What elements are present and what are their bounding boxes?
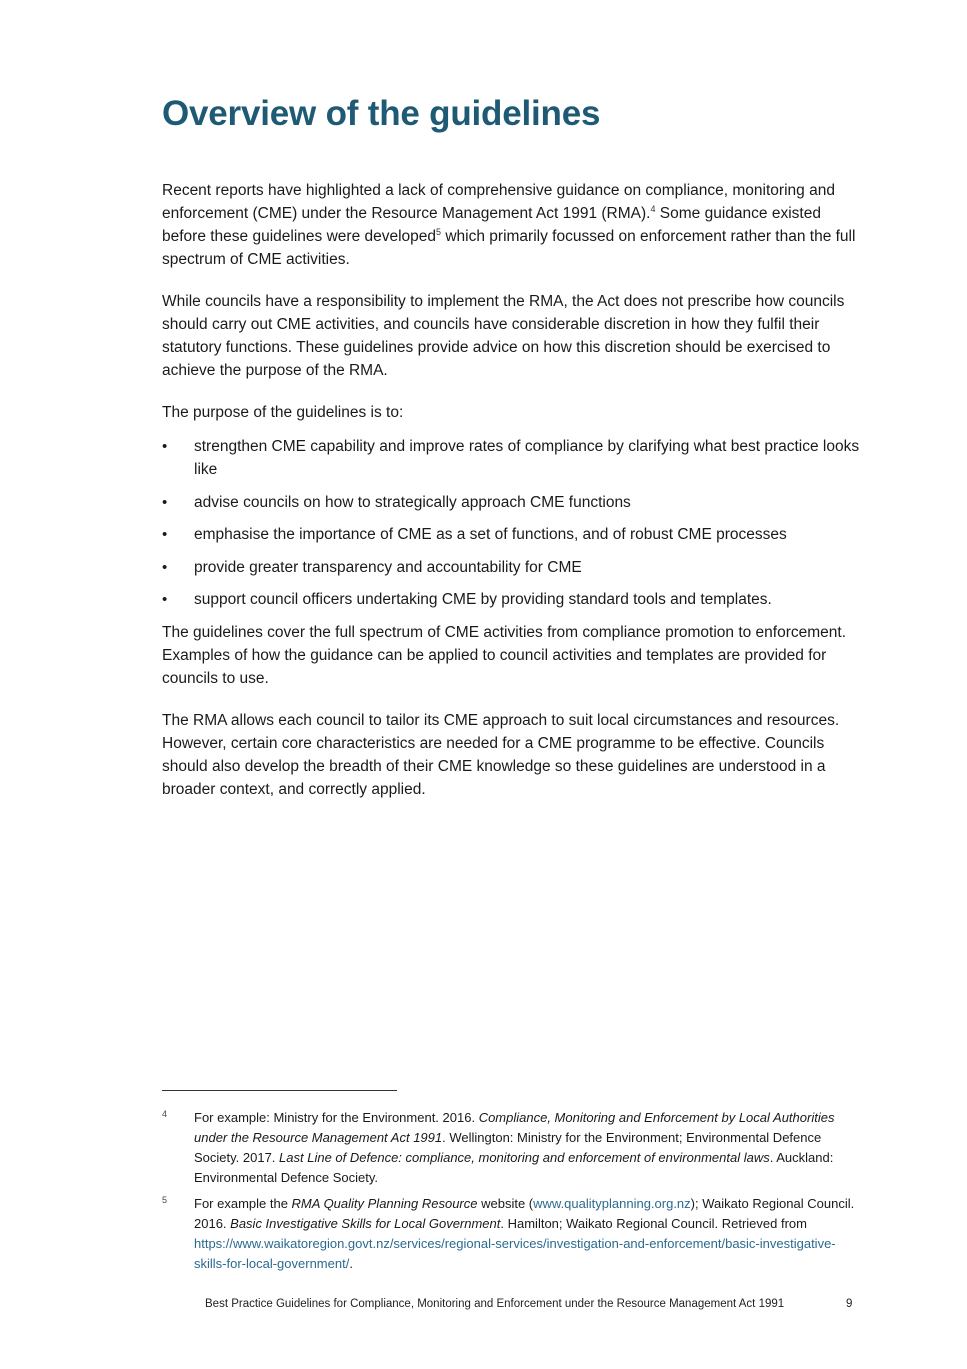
body-text: [162, 179, 862, 820]
footnote-4: 4 For example: Ministry for the Environment. 2016. Compliance, Monitoring and Enforcement by Local Authorities under the Resource Management Act 1991. Wellington: Ministry for the Environment; Environmental Defence Society. 2017. Last Line of Defence: compliance, monitoring and enforcement of environmental laws. Auckland: Environmental Defence Society.: [162, 1108, 862, 1188]
paragraph-coverage: The guidelines cover the full spectrum of CME activities from compliance promotion to enforcement. Examples of how the guidance can be applied to council activities and templates are provided for councils to use.: [162, 624, 847, 687]
footnote-number: 4: [162, 1109, 168, 1119]
bullet-icon: •: [162, 493, 168, 511]
page-footer-title: Best Practice Guidelines for Compliance, Monitoring and Enforcement under the Resource Management Act 1991: [205, 1298, 785, 1310]
waikato-region-link[interactable]: https://www.waikatoregion.govt.nz/services/regional-services/investigation-and-enforcement/basic-investigative-skills-for-local-government/: [194, 1236, 836, 1271]
footnotes: [162, 1108, 862, 1280]
paragraph-purpose-lead: The purpose of the guidelines is to:: [162, 404, 404, 421]
purpose-list: [162, 435, 862, 611]
paragraph-tailor: The RMA allows each council to tailor its CME approach to suit local circumstances and resources. However, certain core characteristics are needed for a CME programme to be effective. Councils should also develop the breadth of their CME knowledge so these guidelines are understood in a broader context, and correctly applied.: [162, 712, 840, 798]
list-item: • strengthen CME capability and improve rates of compliance by clarifying what best practice looks like: [162, 435, 862, 481]
footnote-ref-4[interactable]: 4: [650, 203, 656, 214]
footnote-number: 5: [162, 1195, 168, 1205]
list-item: • advise councils on how to strategically approach CME functions: [162, 491, 862, 514]
footnote-divider: [162, 1090, 397, 1091]
paragraph-responsibility: While councils have a responsibility to implement the RMA, the Act does not prescribe how councils should carry out CME activities, and councils have considerable discretion in how they fulfil their statutory functions. These guidelines provide advice on how this discretion should be exercised to achieve the purpose of the RMA.: [162, 293, 845, 379]
paragraph-intro: Recent reports have highlighted a lack of comprehensive guidance on compliance, monitoring and enforcement (CME) under the Resource Management Act 1991 (RMA).$^4$ Some guidance existed before these guidelines were developed$^5$ which primarily focussed on enforcement rather than the full spectrum of CME activities.: [162, 182, 856, 268]
footnote-5: 5 For example the RMA Quality Planning Resource website (www.qualityplanning.org.nz); Waikato Regional Council. 2016. Basic Investigative Skills for Local Government. Hamilton; Waikato Regional Council. Retrieved from https://www.waikatoregion.govt.nz/services/regional-services/investigation-and-enforcement/basic-investigative-skills-for-local-government/.: [162, 1194, 862, 1274]
page-number: 9: [846, 1298, 853, 1310]
quality-planning-link[interactable]: www.qualityplanning.org.nz: [533, 1196, 691, 1211]
bullet-icon: •: [162, 591, 168, 608]
list-item: • emphasise the importance of CME as a set of functions, and of robust CME processes: [162, 523, 862, 546]
list-item: • support council officers undertaking CME by providing standard tools and templates.: [162, 588, 862, 611]
list-item: • provide greater transparency and accountability for CME: [162, 556, 862, 579]
bullet-icon: •: [162, 558, 168, 576]
page-title: Overview of the guidelines: [162, 94, 601, 133]
bullet-icon: •: [162, 438, 168, 455]
footnote-ref-5[interactable]: 5: [436, 226, 442, 237]
bullet-icon: •: [162, 526, 168, 543]
